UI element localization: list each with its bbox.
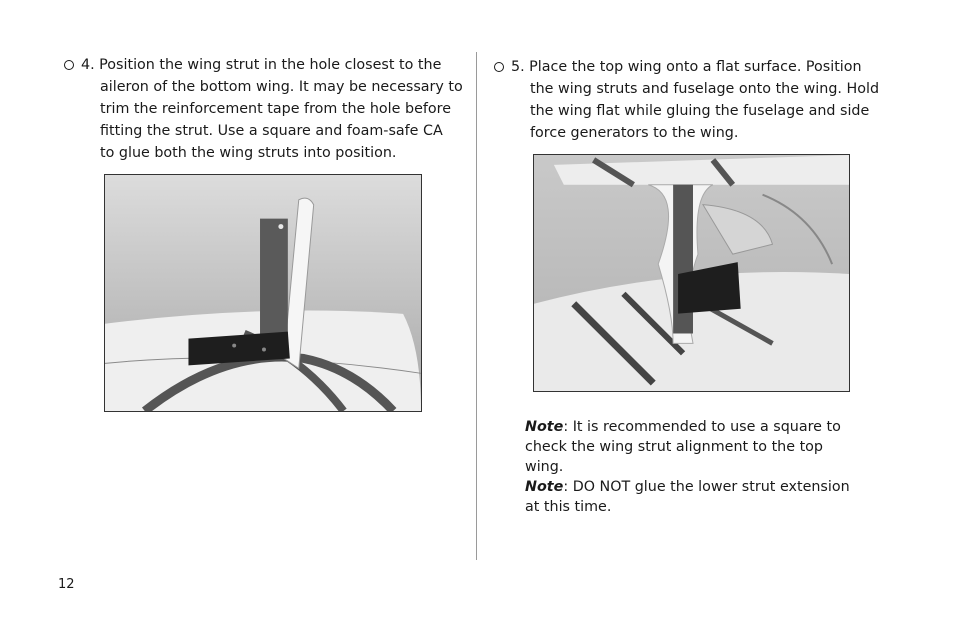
page-number: 12 xyxy=(58,577,75,592)
step-4-line-2: aileron of the bottom wing. It may be necessary to xyxy=(100,79,463,95)
step-4-instruction xyxy=(64,54,463,164)
top-wing-photo-illustration xyxy=(534,155,849,391)
step-5-line-4: force generators to the wing. xyxy=(530,125,739,141)
step-4-line-5: to glue both the wing struts into position. xyxy=(100,145,397,161)
step-4-line-1: 4. Position the wing strut in the hole closest to the xyxy=(81,57,442,73)
note-text: : It is recommended to use a square to check the wing strut alignment to the top wing. xyxy=(525,419,841,475)
step-4-photo xyxy=(104,174,422,412)
note-label: Note xyxy=(525,419,564,435)
step-4-line-3: trim the reinforcement tape from the hole before xyxy=(100,101,451,117)
wing-strut-photo-illustration xyxy=(105,175,421,411)
note-lower-strut xyxy=(525,477,860,517)
note-label: Note xyxy=(525,479,564,495)
step-5-line-1: 5. Place the top wing onto a flat surface. Position xyxy=(511,59,862,75)
checkbox-circle-icon[interactable] xyxy=(64,60,74,70)
step-4-line-4: fitting the strut. Use a square and foam-safe CA xyxy=(100,123,443,139)
column-divider xyxy=(476,52,477,560)
step-5-instruction xyxy=(494,56,879,144)
checkbox-circle-icon[interactable] xyxy=(494,62,504,72)
note-strut-alignment xyxy=(525,417,860,477)
step-5-photo xyxy=(533,154,850,392)
step-5-line-2: the wing struts and fuselage onto the wing. Hold xyxy=(530,81,880,97)
note-text: : DO NOT glue the lower strut extension at this time. xyxy=(525,479,850,515)
step-5-line-3: the wing flat while gluing the fuselage and side xyxy=(530,103,870,119)
